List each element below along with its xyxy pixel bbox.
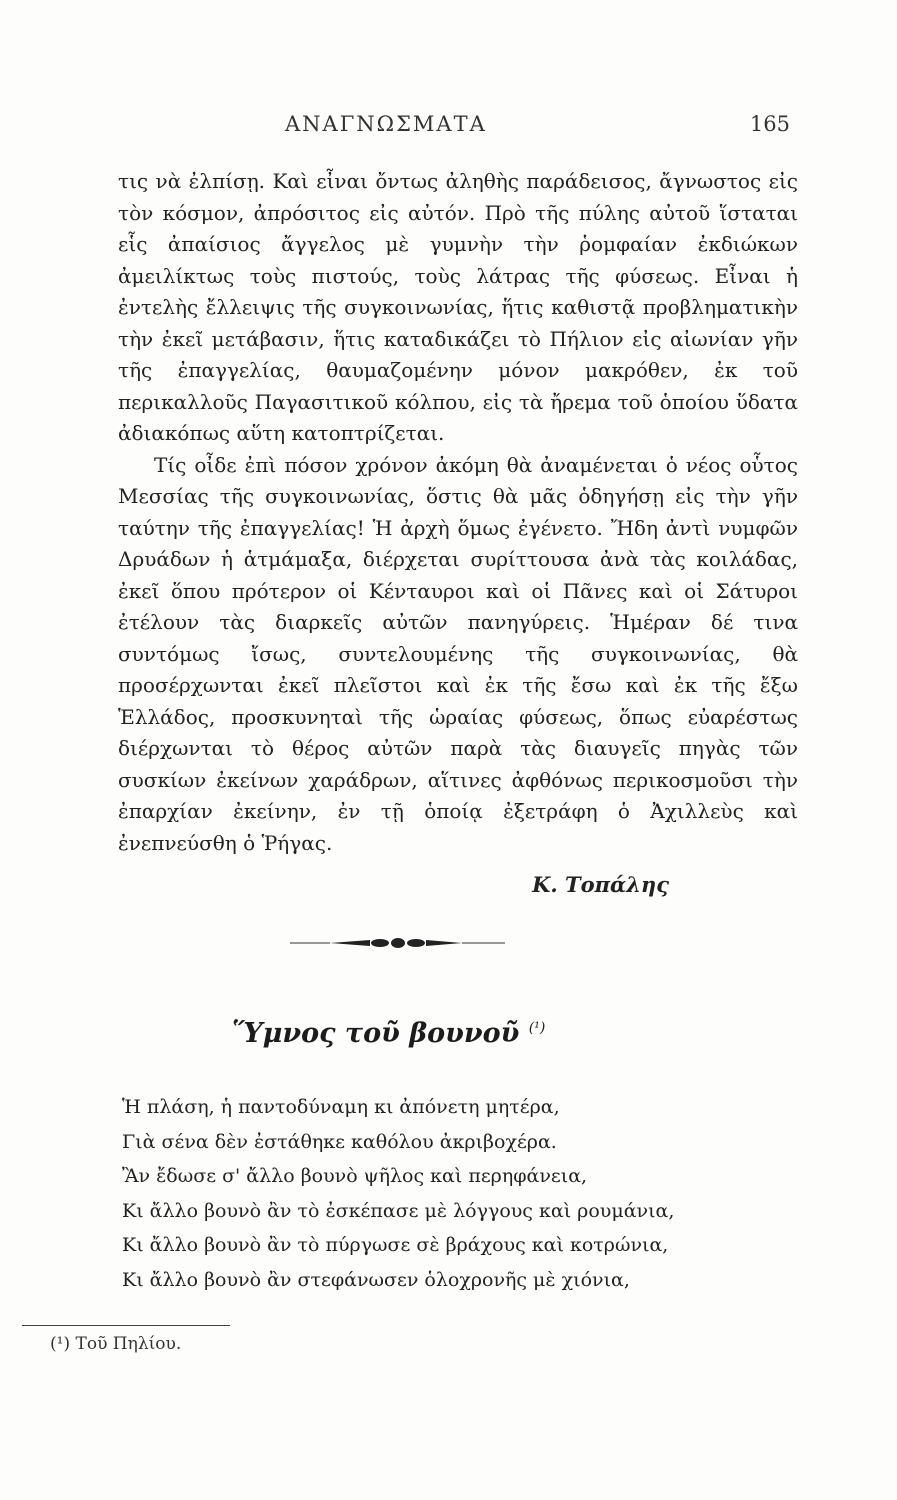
poem-verses (122, 1090, 782, 1297)
footnote (50, 1334, 181, 1354)
poem-line: Ἡ πλάση, ἡ παντοδύναμη κι ἀπόνετη μητέρα, (122, 1096, 560, 1118)
poem-line: Γιὰ σένα δὲν ἐστάθηκε καθόλου ἀκριβοχέρα. (122, 1130, 557, 1153)
poem-title-note: (¹) (528, 1020, 546, 1036)
author-signature: Κ. Τοπάλης (532, 872, 669, 897)
ornament-divider (290, 932, 505, 954)
page-number: 165 (749, 112, 790, 136)
footnote-marker: (¹) (50, 1334, 71, 1354)
footnote-rule (22, 1325, 230, 1326)
footnote-text: Τοῦ Πηλίου. (75, 1334, 182, 1354)
poem-line: Ἂν ἔδωσε σ' ἄλλο βουνὸ ψῆλος καὶ περηφάνεια, (122, 1165, 588, 1187)
running-header (150, 112, 790, 142)
poem-line: Κι ἄλλο βουνὸ ἂν τὸ ἐσκέπασε μὲ λόγγους καὶ ρουμάνια, (122, 1199, 675, 1222)
poem-line: Κι ἄλλο βουνὸ ἂν τὸ πύργωσε σὲ βράχους καὶ κοτρώνια, (122, 1234, 669, 1256)
paragraph-2: Τίς οἶδε ἐπὶ πόσον χρόνον ἀκόμη θὰ ἀναμένεται ὁ νέος οὗτος Μεσσίας τῆς συγκοινωνίας, ὅστις θὰ μᾶς ὁδηγήσῃ εἰς τὴν γῆν ταύτην τῆς ἐπαγγελίας! Ἡ ἀρχὴ ὅμως ἐγένετο. Ἤδη ἀντὶ νυμφῶν Δρυάδων ἡ ἁτμάμαξα, διέρχεται συρίττουσα ἀνὰ τὰς κοιλάδας, ἐκεῖ ὅπου πρότερον οἱ Κένταυροι καὶ οἱ Πᾶνες καὶ οἱ Σάτυροι ἐτέλουν τὰς διαρκεῖς αὐτῶν πανηγύρεις. Ἡμέραν δέ τινα συντόμως ἴσως, συντελουμένης τῆς συγκοινωνίας, θὰ προσέρχωνται ἐκεῖ πλεῖστοι καὶ ἐκ τῆς ἔσω καὶ ἐκ τῆς ἔξω Ἑλλάδος, προσκυνηταὶ τῆς ὡραίας φύσεως, ὅπως εὐαρέστως διέρχωνται τὸ θέρος αὐτῶν παρὰ τὰς διαυγεῖς πηγὰς τῶν συσκίων ἐκείνων χαράδρων, αἵτινες ἀφθόνως περικοσμοῦσι τὴν ἐπαρχίαν ἐκείνην, ἐν τῇ ὁποίᾳ ἐξετράφη ὁ Ἀχιλλεὺς καὶ ἐνεπνεύσθη ὁ Ῥήγας. (118, 452, 798, 855)
paragraph-1: τις νὰ ἐλπίσῃ. Καὶ εἶναι ὄντως ἀληθὴς παράδεισος, ἄγνωστος εἰς τὸν κόσμον, ἀπρόσιτος εἰς αὐτόν. Πρὸ τῆς πύλης αὐτοῦ ἵσταται εἷς ἀπαίσιος ἄγγελος μὲ γυμνὴν τὴν ῥομφαίαν ἐκδιώκων ἀμειλίκτως τοὺς πιστούς, τοὺς λάτρας τῆς φύσεως. Εἶναι ἡ ἐντελὴς ἔλλειψις τῆς συγκοινωνίας, ἥτις καθιστᾷ προβληματικὴν τὴν ἐκεῖ μετάβασιν, ἥτις καταδικάζει τὸ Πήλιον εἰς αἰωνίαν γῆν τῆς ἐπαγγελίας, θαυμαζομένην μόνον μακρόθεν, ἐκ τοῦ περικαλλοῦς Παγασιτικοῦ κόλπου, εἰς τὰ ἤρεμα τοῦ ὁποίου ὕδατα ἀδιακόπως αὕτη κατοπτρίζεται. (118, 169, 798, 445)
running-title: ΑΝΑΓΝΩΣΜΑΤΑ (285, 112, 487, 136)
poem-line: Κι ἄλλο βουνὸ ἂν στεφάνωσεν ὁλοχρονῆς μὲ χιόνια, (122, 1268, 630, 1291)
poem-title-text: Ὕμνος τοῦ βουνοῦ (232, 1018, 520, 1049)
prose-text (118, 166, 798, 859)
poem-title (232, 1018, 545, 1049)
